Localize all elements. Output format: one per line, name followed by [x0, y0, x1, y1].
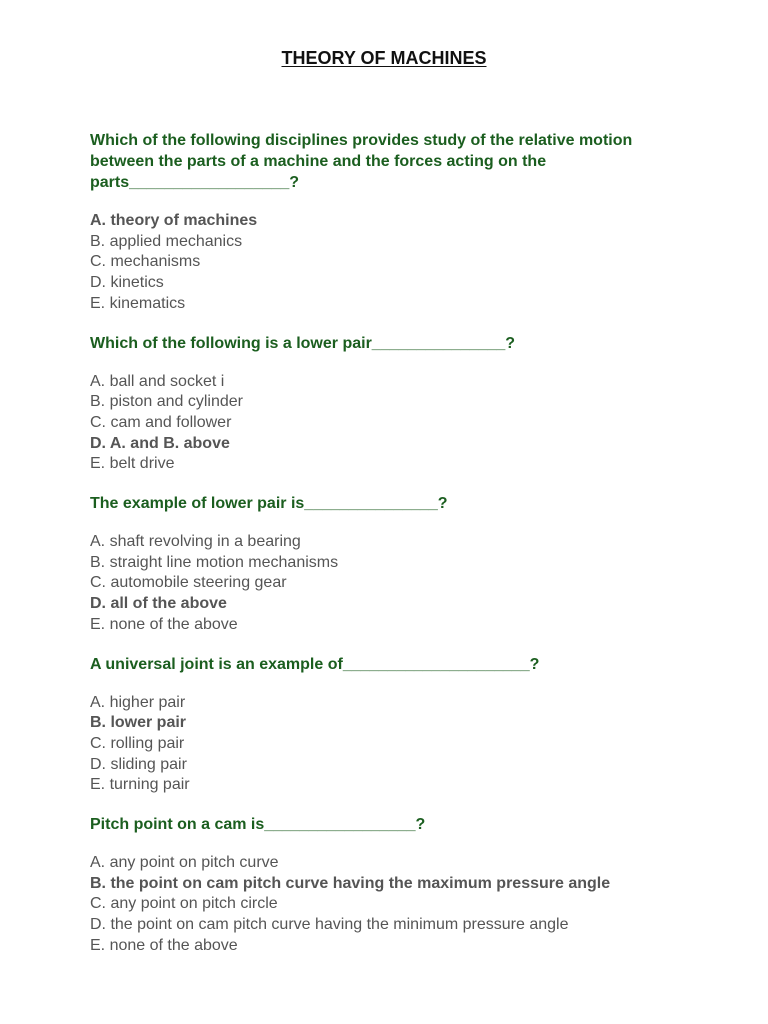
option-list	[90, 372, 690, 476]
option-d: D. the point on cam pitch curve having the minimum pressure angle	[90, 916, 569, 934]
question-1	[90, 130, 690, 315]
option-a: A. theory of machines	[90, 212, 258, 229]
document-title: THEORY OF MACHINES	[281, 48, 487, 68]
option-a: A. shaft revolving in a bearing	[90, 533, 301, 551]
option-list	[90, 853, 690, 957]
question-text: The example of lower pair is_______________?	[90, 495, 448, 513]
option-c: C. automobile steering gear	[90, 574, 287, 592]
option-e: E. none of the above	[90, 936, 238, 954]
option-a: A. ball and socket i	[90, 372, 225, 390]
option-c: C. cam and follower	[90, 413, 232, 431]
question-text: Which of the following is a lower pair_______________?	[90, 334, 516, 352]
option-d: D. kinetics	[90, 274, 164, 292]
option-e: E. belt drive	[90, 455, 175, 473]
option-a: A. any point on pitch curve	[90, 854, 279, 872]
question-text: Pitch point on a cam is_________________?	[90, 816, 426, 834]
option-b: B. straight line motion mechanisms	[90, 553, 339, 571]
option-d: D. sliding pair	[90, 755, 187, 773]
option-b: B. applied mechanics	[90, 232, 243, 250]
option-b: B. the point on cam pitch curve having the maximum pressure angle	[90, 874, 611, 892]
option-list	[90, 693, 690, 797]
option-d: D. A. and B. above	[90, 434, 230, 452]
question-4	[90, 654, 690, 797]
question-list	[90, 130, 690, 975]
option-c: C. mechanisms	[90, 253, 201, 271]
option-b: B. piston and cylinder	[90, 393, 243, 411]
question-text: Which of the following disciplines provides study of the relative motion between the parts of a machine and the forces acting on the parts__________________?	[90, 132, 633, 191]
option-c: C. any point on pitch circle	[90, 895, 278, 913]
question-2	[90, 333, 690, 476]
question-5	[90, 814, 690, 957]
option-c: C. rolling pair	[90, 734, 185, 752]
question-text: A universal joint is an example of_____________________?	[90, 655, 540, 673]
option-d: D. all of the above	[90, 595, 227, 613]
option-b: B. lower pair	[90, 714, 187, 732]
option-e: E. none of the above	[90, 615, 238, 633]
option-e: E. turning pair	[90, 776, 190, 794]
option-a: A. higher pair	[90, 693, 186, 711]
option-e: E. kinematics	[90, 294, 186, 312]
option-list	[90, 532, 690, 636]
option-list	[90, 211, 690, 315]
question-3	[90, 493, 690, 636]
